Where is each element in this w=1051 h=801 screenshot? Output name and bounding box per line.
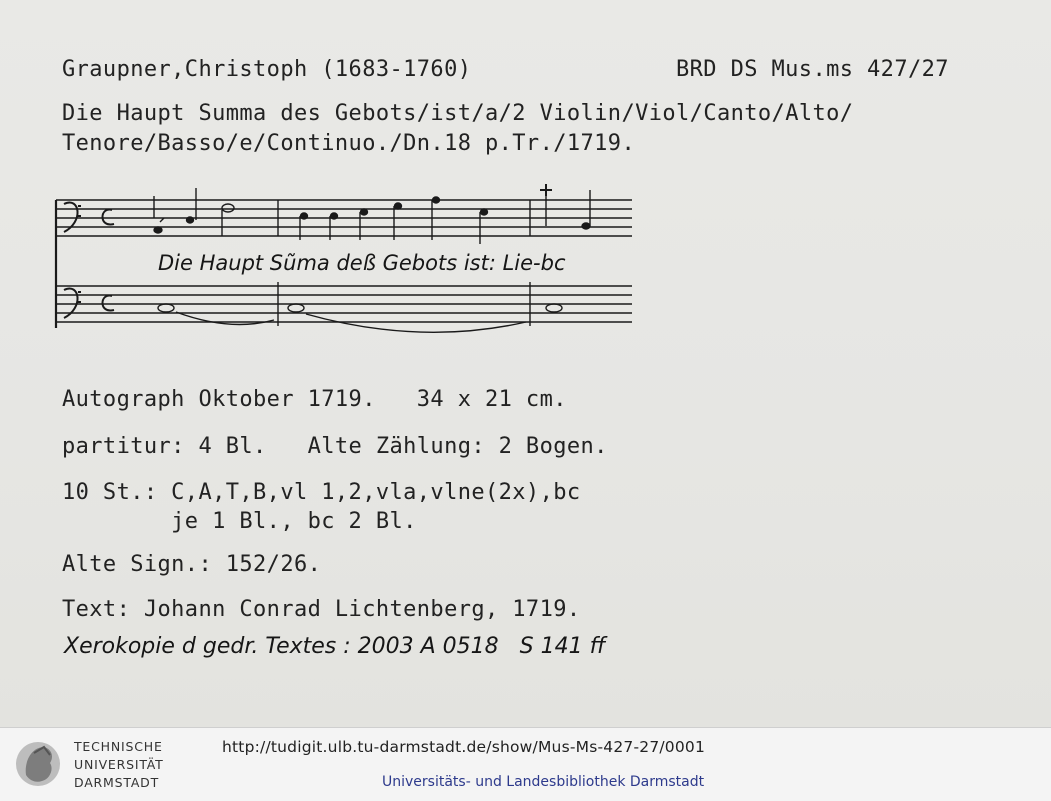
old-signature-line: Alte Sign.: 152/26. xyxy=(62,552,322,577)
composer-heading: Graupner,Christoph (1683-1760) xyxy=(62,57,472,82)
athena-head-icon xyxy=(14,735,62,793)
logo-line-2: UNIVERSITÄT xyxy=(74,757,164,772)
viewer-footer xyxy=(0,727,1051,801)
music-incipit xyxy=(50,182,640,346)
incipit-lyrics: Die Haupt Sũma deß Gebots ist: Lie-bc xyxy=(158,251,566,275)
partitur-line: partitur: 4 Bl. Alte Zählung: 2 Bogen. xyxy=(62,434,608,459)
parts-line-2: je 1 Bl., bc 2 Bl. xyxy=(62,509,417,534)
logo-line-1: TECHNISCHE xyxy=(74,739,163,754)
autograph-line: Autograph Oktober 1719. 34 x 21 cm. xyxy=(62,387,567,412)
text-author-line: Text: Johann Conrad Lichtenberg, 1719. xyxy=(62,597,581,622)
work-title-line-2: Tenore/Basso/e/Continuo./Dn.18 p.Tr./1719. xyxy=(62,131,636,156)
shelfmark: BRD DS Mus.ms 427/27 xyxy=(676,57,949,82)
library-link[interactable]: Universitäts- und Landesbibliothek Darmstadt xyxy=(382,774,705,790)
permalink-url[interactable]: http://tudigit.ulb.tu-darmstadt.de/show/Mus-Ms-427-27/0001 xyxy=(222,738,706,756)
handwritten-note: Xerokopie d gedr. Textes : 2003 A 0518 S 141 ff xyxy=(64,634,606,659)
university-logo xyxy=(14,735,189,795)
logo-line-3: DARMSTADT xyxy=(74,775,160,790)
parts-line-1: 10 St.: C,A,T,B,vl 1,2,vla,vlne(2x),bc xyxy=(62,480,581,505)
work-title-line-1: Die Haupt Summa des Gebots/ist/a/2 Violin/Viol/Canto/Alto/ xyxy=(62,101,854,126)
